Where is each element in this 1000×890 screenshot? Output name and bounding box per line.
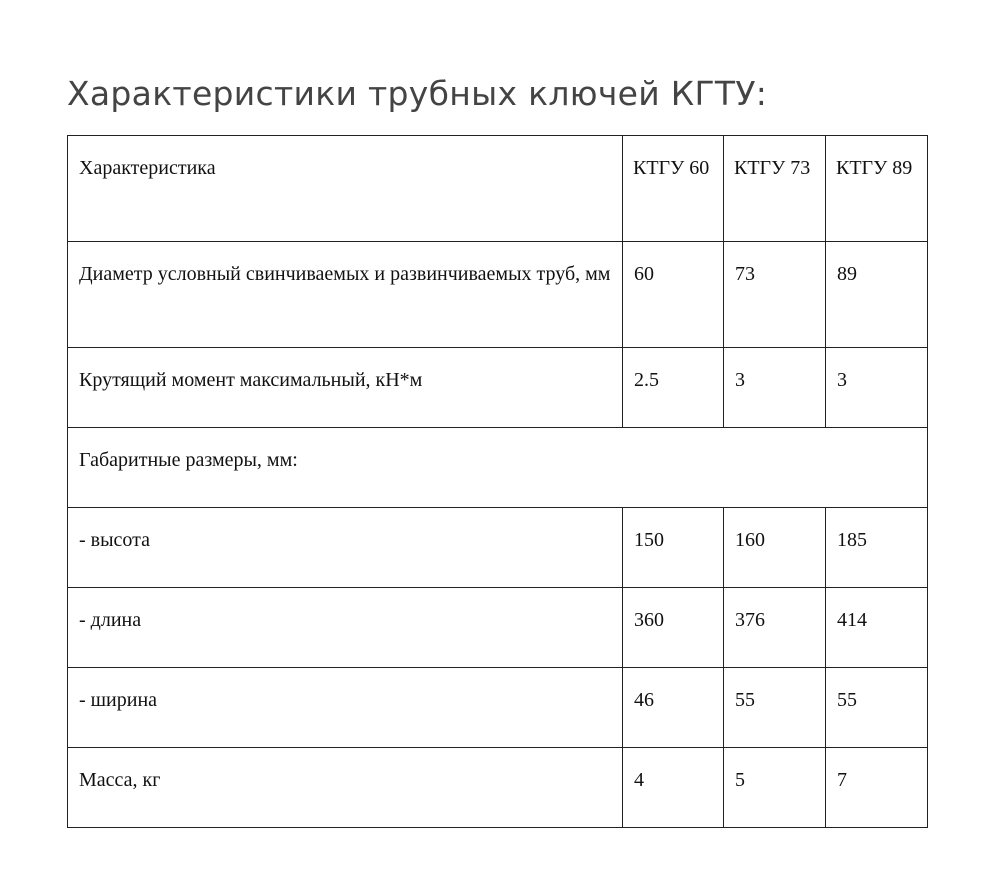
value-cell: 376 [724, 588, 826, 668]
header-cell-characteristic: Характеристика [68, 136, 623, 242]
value-cell: 360 [623, 588, 724, 668]
value-cell: 160 [724, 508, 826, 588]
table-row [68, 508, 928, 588]
table-row [68, 242, 928, 348]
value-cell: 414 [826, 588, 928, 668]
header-cell-model: КТГУ 89 [826, 136, 928, 242]
row-label-cell: Крутящий момент максимальный, кН*м [68, 348, 623, 428]
value-cell: 3 [724, 348, 826, 428]
value-cell: 185 [826, 508, 928, 588]
row-label-cell: Диаметр условный свинчиваемых и развинчиваемых труб, мм [68, 242, 623, 348]
row-label-cell: - высота [68, 508, 623, 588]
value-cell: 5 [724, 748, 826, 828]
value-cell: 60 [623, 242, 724, 348]
specifications-table [67, 135, 928, 828]
value-cell: 4 [623, 748, 724, 828]
value-cell: 89 [826, 242, 928, 348]
value-cell: 73 [724, 242, 826, 348]
table-section-row [68, 428, 928, 508]
row-label-cell: - длина [68, 588, 623, 668]
page-title: Характеристики трубных ключей КГТУ: [67, 74, 768, 113]
value-cell: 150 [623, 508, 724, 588]
value-cell: 55 [724, 668, 826, 748]
table-row [68, 668, 928, 748]
table-row [68, 748, 928, 828]
table-header-row [68, 136, 928, 242]
section-label-cell: Габаритные размеры, мм: [68, 428, 928, 508]
value-cell: 55 [826, 668, 928, 748]
header-cell-model: КТГУ 73 [724, 136, 826, 242]
table-row [68, 588, 928, 668]
value-cell: 3 [826, 348, 928, 428]
table-row [68, 348, 928, 428]
value-cell: 2.5 [623, 348, 724, 428]
value-cell: 46 [623, 668, 724, 748]
value-cell: 7 [826, 748, 928, 828]
row-label-cell: Масса, кг [68, 748, 623, 828]
row-label-cell: - ширина [68, 668, 623, 748]
header-cell-model: КТГУ 60 [623, 136, 724, 242]
